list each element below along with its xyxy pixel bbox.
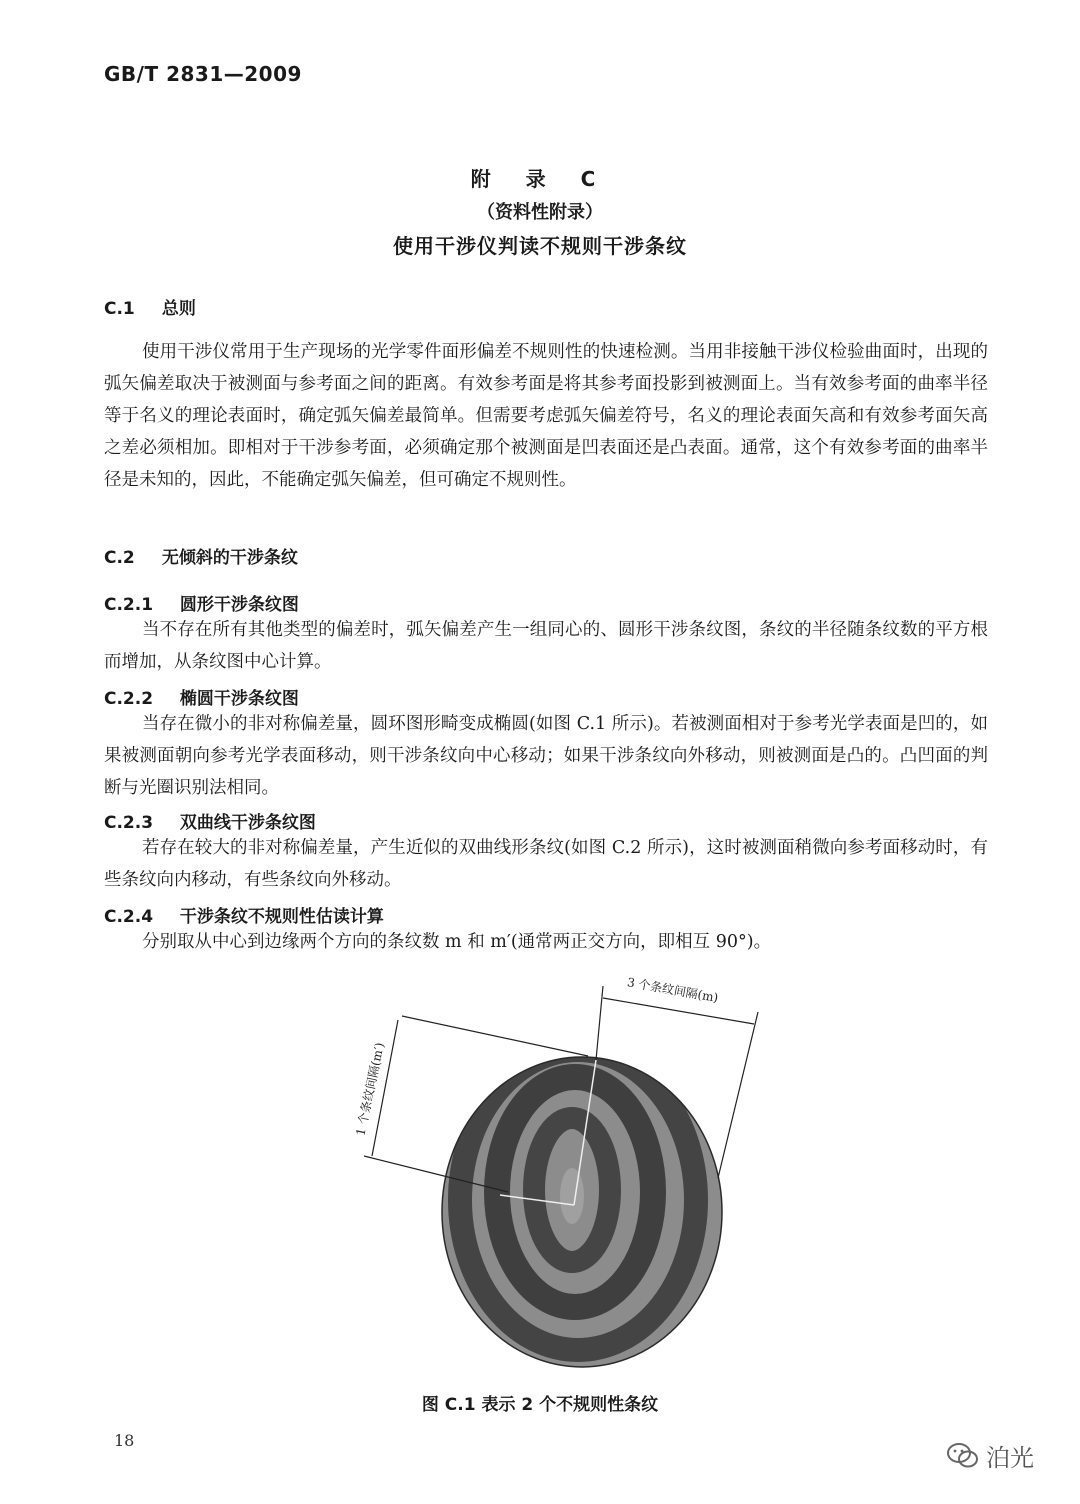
m-prime-label: 1 个条纹间隔(m′)	[353, 1041, 387, 1138]
paragraph-c22: 当存在微小的非对称偏差量，圆环图形畸变成椭圆(如图 C.1 所示)。若被测面相对于参考光学表面是凹的，如果被测面朝向参考光学表面移动，则干涉条纹向中心移动；如果干涉条纹向外移动，则被测面是凸的。凸凹面的判断与光圈识别法相同。	[104, 714, 988, 798]
page-number: 18	[114, 1431, 135, 1450]
m-extension-right	[718, 1012, 758, 1178]
section-title: 圆形干涉条纹图	[179, 595, 299, 615]
appendix-title: 附 录 C	[470, 167, 610, 191]
section-number: C.2	[104, 548, 135, 568]
section-heading-c24	[104, 902, 384, 927]
interferogram-figure	[320, 968, 800, 1388]
watermark	[946, 1438, 1034, 1473]
section-heading-c21	[104, 590, 299, 615]
m-dimension-line	[603, 998, 754, 1024]
section-title: 总则	[161, 299, 196, 319]
section-number: C.1	[104, 299, 135, 319]
section-heading-c2	[104, 543, 298, 568]
appendix-type: （资料性附录）	[477, 202, 603, 223]
paragraph-c23: 若存在较大的非对称偏差量，产生近似的双曲线形条纹(如图 C.2 所示)，这时被测面稍微向参考面移动时，有些条纹向内移动，有些条纹向外移动。	[104, 838, 988, 890]
section-number: C.2.3	[104, 813, 154, 833]
appendix-name: 使用干涉仪判读不规则干涉条纹	[393, 234, 687, 258]
paragraph-c21: 当不存在所有其他类型的偏差时，弧矢偏差产生一组同心的、圆形干涉条纹图，条纹的半径随条纹数的平方根而增加，从条纹图中心计算。	[104, 620, 988, 672]
section-title: 双曲线干涉条纹图	[179, 813, 316, 833]
figure-caption: 图 C.1 表示 2 个不规则性条纹	[421, 1395, 659, 1415]
section-title: 无倾斜的干涉条纹	[161, 548, 298, 568]
section-title: 干涉条纹不规则性估读计算	[179, 907, 384, 927]
section-number: C.2.1	[104, 595, 154, 615]
section-number: C.2.4	[104, 907, 154, 927]
section-heading-c1	[104, 294, 196, 319]
section-number: C.2.2	[104, 689, 154, 709]
m-extension-left	[596, 986, 603, 1060]
watermark-text: 泊光	[986, 1444, 1034, 1472]
wechat-icon	[946, 1441, 980, 1471]
section-heading-c23	[104, 808, 316, 833]
m-label: 3 个条纹间隔(m)	[626, 975, 720, 1005]
paragraph-c24: 分别取从中心到边缘两个方向的条纹数 m 和 m′(通常两正交方向，即相互 90°)。	[142, 932, 772, 952]
m-prime-extension-top	[402, 1016, 588, 1056]
section-heading-c22	[104, 684, 299, 709]
section-title: 椭圆干涉条纹图	[179, 689, 299, 709]
fringe-center	[560, 1168, 584, 1224]
fringe-disc	[422, 1022, 742, 1388]
standard-code: GB/T 2831—2009	[104, 62, 302, 86]
paragraph-c1: 使用干涉仪常用于生产现场的光学零件面形偏差不规则性的快速检测。当用非接触干涉仪检验曲面时，出现的弧矢偏差取决于被测面与参考面之间的距离。有效参考面是将其参考面投影到被测面上。当有效参考面的曲率半径等于名义的理论表面时，确定弧矢偏差最简单。但需要考虑弧矢偏差符号，名义的理论表面矢高和有效参考面矢高之差必须相加。即相对于干涉参考面，必须确定那个被测面是凹表面还是凸表面。通常，这个有效参考面的曲率半径是未知的，因此，不能确定弧矢偏差，但可确定不规则性。	[104, 342, 988, 490]
